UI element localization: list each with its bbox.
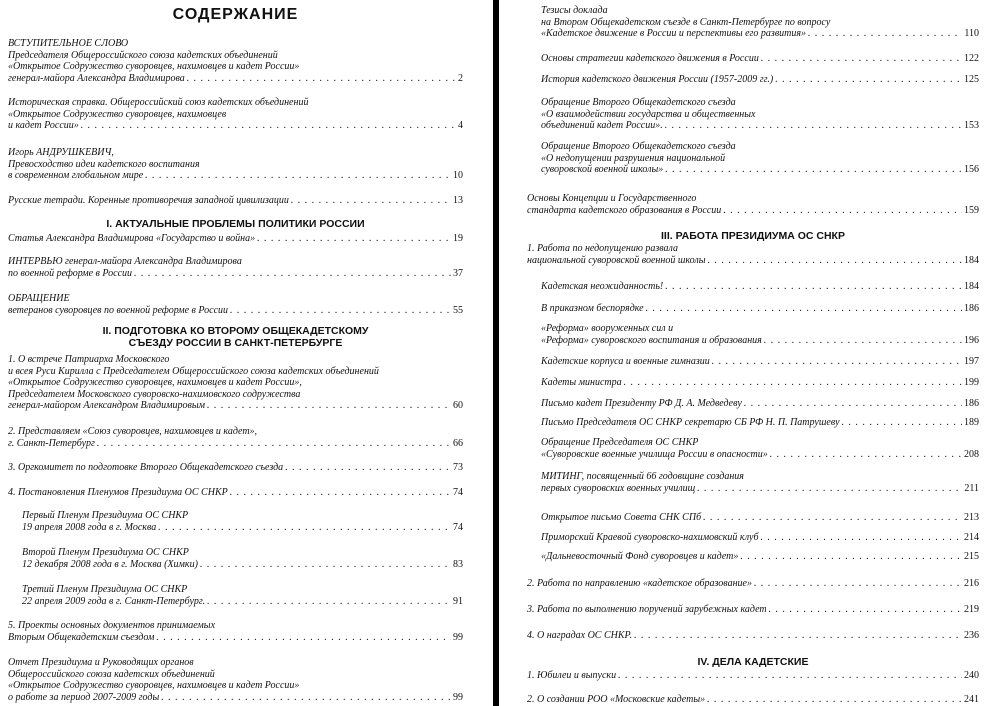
entry-title: 2. Работа по направлению «кадетское образование» [527,578,752,589]
toc-entry [541,512,979,524]
dot-leader [200,559,451,571]
dot-leader [842,417,962,429]
entry-leader-row [541,532,979,544]
entry-leader-row [8,233,463,245]
page-number: 196 [964,334,979,346]
entry-line: «Реформа» вооруженных сил и [541,323,674,334]
entry-line: «Открытое Содружество суворовцев, нахимовцев и кадет России», [8,377,302,389]
toc-entry [8,256,463,279]
page-number: 184 [964,281,979,292]
toc-entry [527,578,979,590]
entry-title: Кадетские корпуса и военные гимназии [541,356,710,367]
page-number: 125 [964,74,979,85]
entry-leader-row [541,74,979,86]
page-number: 197 [964,356,979,367]
right-column [527,0,979,706]
entry-leader-row [8,268,463,280]
entry-line: 2. Представляем «Союз суворовцев, нахимовцев и кадет», [8,426,258,437]
section-heading: III. РАБОТА ПРЕЗИДИУМА ОС СНКР [661,230,845,242]
toc-entry [527,694,979,706]
page-number: 83 [453,558,463,570]
dot-leader [808,28,962,40]
dot-leader [665,164,962,176]
entry-title: национальной суворовской военной школы [527,254,706,266]
entry-leader-row [541,164,979,176]
dot-leader [712,356,962,368]
entry-line: «О взаимодействии государства и общественных [541,108,756,120]
page-number: 189 [964,417,979,428]
entry-leader-row [22,522,463,534]
entry-line: Игорь АНДРУШКЕВИЧ, [8,147,114,158]
page-number: 241 [964,694,979,705]
entry-leader-row [22,559,463,571]
dot-leader [769,604,962,616]
section-heading: I. АКТУАЛЬНЫЕ ПРОБЛЕМЫ ПОЛИТИКИ РОССИИ [106,218,365,230]
entry-title: генерал-майором Александром Владимировым [8,400,205,412]
dot-leader [230,305,451,317]
entry-title: Открытое письмо Совета СНК СПб [541,512,702,523]
dot-leader [744,398,962,410]
toc-entry [8,354,463,412]
page-number: 74 [453,521,463,533]
entry-leader-row [8,195,463,207]
page-number: 66 [453,437,463,449]
dot-leader [624,377,962,389]
toc-entry [8,487,463,499]
entry-leader-row [527,604,979,616]
entry-title: объединений кадет России». [541,120,663,132]
toc-entry [527,670,979,682]
dot-leader [97,438,451,450]
dot-leader [708,255,962,267]
entry-line: Второй Пленум Президиума ОС СНКР [22,547,189,558]
entry-title: 22 апреля 2009 года в г. Санкт-Петербург. [22,595,206,607]
page-number: 211 [964,482,979,494]
toc-entry [8,38,463,84]
toc-entry [541,5,979,40]
page-number: 73 [453,462,463,473]
entry-leader-row [527,205,979,217]
dot-leader [618,670,962,682]
page-number: 37 [453,267,463,279]
entry-leader-row [541,449,979,461]
entry-title: генерал-майора Александра Владимирова [8,72,185,84]
entry-leader-row [541,28,979,40]
entry-leader-row [527,694,979,706]
entry-leader-row [541,281,979,293]
toc-entry [8,657,463,703]
dot-leader [187,73,456,85]
page-number: 99 [453,631,463,643]
dot-leader [207,596,451,608]
entry-leader-row [541,512,979,524]
entry-leader-row [541,120,979,132]
dot-leader [703,512,962,524]
entry-leader-row [541,417,979,429]
toc-entry [541,97,979,132]
entry-title: «Кадетское движение в России и перспективы его развития» [541,28,807,40]
dot-leader [257,233,451,245]
entry-line: 5. Проекты основных документов принимаемых [8,620,216,631]
entry-title: и кадет России» [8,120,79,132]
left-column [8,0,463,706]
entry-title: ветеранов суворовцев по военной реформе в России [8,304,229,316]
toc-entry [541,281,979,293]
dot-leader [764,335,962,347]
entry-line: Отчет Президиума и Руководящих органов [8,657,194,668]
toc-entry [541,356,979,368]
entry-leader-row [8,400,463,412]
dot-leader [761,53,962,65]
entry-title: Приморский Краевой суворовско-нахимовский клуб [541,532,759,543]
toc-entry [8,293,463,316]
section-heading: IV. ДЕЛА КАДЕТСКИЕ [697,656,809,668]
entry-line: Историческая справка. Общероссийский союз кадетских объединений [8,97,309,108]
entry-title: История кадетского движения России (1957-2009 гг.) [541,74,774,85]
page-number: 99 [453,691,463,703]
entry-line: «Открытое Содружество суворовцев, нахимовцев и кадет России» [8,680,300,692]
dot-leader [697,483,962,495]
entry-title: «Суворовские военные училища России в опасности» [541,448,768,460]
toc-entry [8,462,463,474]
toc-entry [541,471,979,494]
entry-leader-row [8,73,463,85]
entry-title: стандарта кадетского образования в России [527,204,722,216]
toc-entry [8,147,463,182]
entry-leader-row [22,596,463,608]
page-number: 4 [458,120,463,132]
toc-entry [541,323,979,346]
entry-leader-row [8,462,463,474]
entry-title: первых суворовских военных училищ [541,482,696,494]
page-number: 199 [964,377,979,388]
entry-title: суворовской военной школы» [541,164,664,176]
page-number: 122 [964,53,979,64]
dot-leader [134,268,451,280]
entry-line: «Открытое Содружество суворовцев, нахимовцев и кадет России» [8,61,300,73]
toc-entry [8,97,463,132]
entry-title: 4. Постановления Пленумов Президиума ОС СНКР [8,487,228,498]
dot-leader [665,120,962,132]
page-number: 153 [964,120,979,132]
page-number: 2 [458,72,463,84]
page-number: 186 [964,398,979,409]
entry-title: Кадетская неожиданность! [541,281,664,292]
entry-line: Обращение Второго Общекадетского съезда [541,97,736,108]
dot-leader [775,74,962,86]
page-number: 184 [964,254,979,266]
entry-title: Письмо кадет Президенту РФ Д. А. Медведеву [541,398,742,409]
dot-leader [81,120,456,132]
entry-title: «Реформа» суворовского воспитания и образования [541,334,762,346]
entry-title: 12 декабря 2008 года в г. Москва (Химки) [22,558,198,570]
page-number: 208 [964,448,979,460]
entry-title: 19 апреля 2008 года в г. Москва [22,521,157,533]
entry-leader-row [8,692,463,704]
entry-line: Председателя Общероссийского союза кадетских объединений [8,49,278,61]
entry-title: 3. Работа по выполнению поручений зарубежных кадет [527,604,767,615]
dot-leader [230,487,451,499]
dot-leader [760,532,962,544]
toc-entry [22,510,463,533]
toc-entry [541,377,979,389]
page-number: 60 [453,400,463,412]
entry-line: на Втором Общекадетском съезде в Санкт-Петербурге по вопросу [541,16,831,28]
entry-line: Тезисы доклада [541,5,608,16]
toc-entry [541,303,979,315]
entry-leader-row [527,255,979,267]
toc-entry [527,604,979,616]
dot-leader [156,632,451,644]
entry-title: Русские тетради. Коренные противоречия западной цивилизации [8,195,289,206]
page-number: 236 [964,630,979,641]
page-number: 186 [964,303,979,314]
entry-title: г. Санкт-Петербург [8,437,95,449]
entry-title: Статья Александра Владимирова «Государство и война» [8,233,256,244]
entry-line: 1. О встрече Патриарха Московского [8,354,170,365]
entry-line: ВСТУПИТЕЛЬНОЕ СЛОВО [8,38,129,49]
entry-line: 1. Работа по недопущению развала [527,243,679,254]
section-heading [8,325,463,349]
page-number: 215 [964,551,979,562]
dot-leader [646,303,962,315]
entry-line: Общероссийского союза кадетских объединений [8,668,215,680]
entry-leader-row [541,303,979,315]
entry-leader-row [8,170,463,182]
toc-entry [527,630,979,642]
entry-title: по военной реформе в России [8,267,133,279]
dot-leader [665,281,962,293]
entry-leader-row [8,632,463,644]
entry-title: о работе за период 2007-2009 годы [8,691,160,703]
toc-entry [541,398,979,410]
dot-leader [770,449,962,461]
page-number: 74 [453,487,463,498]
entry-line: Третий Пленум Президиума ОС СНКР [22,584,188,595]
page-number: 55 [453,304,463,316]
entry-line: «Открытое Содружество суворовцев, нахимовцев [8,108,227,120]
toc-entry [8,195,463,207]
entry-title: Письмо Председателя ОС СНКР секретарю СБ РФ Н. П. Патрушеву [541,417,840,428]
toc-entry [541,437,979,460]
entry-leader-row [527,578,979,590]
entry-line: Председателем Московского суворовско-нахимовского содружества [8,388,301,400]
dot-leader [740,551,962,563]
entry-leader-row [8,438,463,450]
dot-leader [723,205,962,217]
entry-leader-row [8,305,463,317]
entry-leader-row [541,483,979,495]
entry-line: Обращение Второго Общекадетского съезда [541,141,736,152]
entry-leader-row [541,53,979,65]
entry-line: Первый Пленум Президиума ОС СНКР [22,510,189,521]
page-number: 219 [964,604,979,615]
section-heading-line: II. ПОДГОТОВКА КО ВТОРОМУ ОБЩЕКАДЕТСКОМУ [102,325,369,337]
entry-line: Обращение Председателя ОС СНКР [541,437,699,448]
entry-line: «О недопущении разрушения национальной [541,152,726,164]
dot-leader [291,195,451,207]
page-number: 91 [453,595,463,607]
entry-title: 3. Оргкомитет по подготовке Второго Общекадетского съезда [8,462,284,473]
entry-leader-row [527,630,979,642]
entry-leader-row [541,551,979,563]
page-number: 10 [453,170,463,182]
toc-entry [22,547,463,570]
entry-leader-row [541,377,979,389]
dot-leader [754,578,962,590]
dot-leader [634,630,962,642]
page-number: 159 [964,204,979,216]
toc-entry [8,620,463,643]
page-number: 110 [964,28,979,40]
toc-entry [527,193,979,216]
entry-leader-row [541,356,979,368]
dot-leader [285,462,451,474]
entry-leader-row [541,335,979,347]
entry-leader-row [527,670,979,682]
entry-line: ИНТЕРВЬЮ генерал-майора Александра Владимирова [8,256,242,267]
toc-entry [8,233,463,245]
entry-title: Кадеты министра [541,377,622,388]
entry-title: 1. Юбилеи и выпуски [527,670,617,681]
entry-line: Превосходство идеи кадетского воспитания [8,158,200,170]
entry-title: «Дальневосточный Фонд суворовцев и кадет» [541,551,739,562]
dot-leader [707,694,962,706]
page-number: 214 [964,532,979,543]
entry-line: МИТИНГ, посвященный 66 годовщине создания [541,471,744,482]
toc-entry [8,426,463,449]
page-number: 213 [964,512,979,523]
page-number: 19 [453,233,463,244]
toc-entry [541,141,979,176]
entry-title: Вторым Общекадетским съездом [8,631,155,643]
toc-entry [541,74,979,86]
toc-entry [527,243,979,266]
entry-leader-row [541,398,979,410]
page-title: СОДЕРЖАНИЕ [172,6,299,23]
entry-title: В приказном беспорядке [541,303,644,314]
entry-title: Основы стратегии кадетского движения в России [541,53,759,64]
entry-title: 2. О создании РОО «Московские кадеты» [527,694,706,705]
page-number: 240 [964,670,979,681]
toc-entry [541,53,979,65]
toc-entry [22,584,463,607]
entry-line: Основы Концепции и Государственного [527,193,697,204]
entry-line: ОБРАЩЕНИЕ [8,293,70,304]
dot-leader [161,692,451,704]
dot-leader [145,170,451,182]
entry-line: и всея Руси Кирилла с Председателем Общероссийского союза кадетских объединений [8,365,379,377]
toc-entry [541,417,979,429]
page-number: 156 [964,164,979,176]
section-heading-line: СЪЕЗДУ РОССИИ В САНКТ-ПЕТЕРБУРГЕ [128,337,343,349]
entry-title: 4. О наградах ОС СНКР. [527,630,633,641]
dot-leader [158,522,451,534]
page-number: 216 [964,578,979,589]
dot-leader [207,400,451,412]
entry-title: в современном глобальном мире [8,170,144,182]
entry-leader-row [8,487,463,499]
entry-leader-row [8,120,463,132]
toc-entry [541,551,979,563]
column-divider [493,0,499,706]
page-number: 13 [453,195,463,206]
toc-entry [541,532,979,544]
